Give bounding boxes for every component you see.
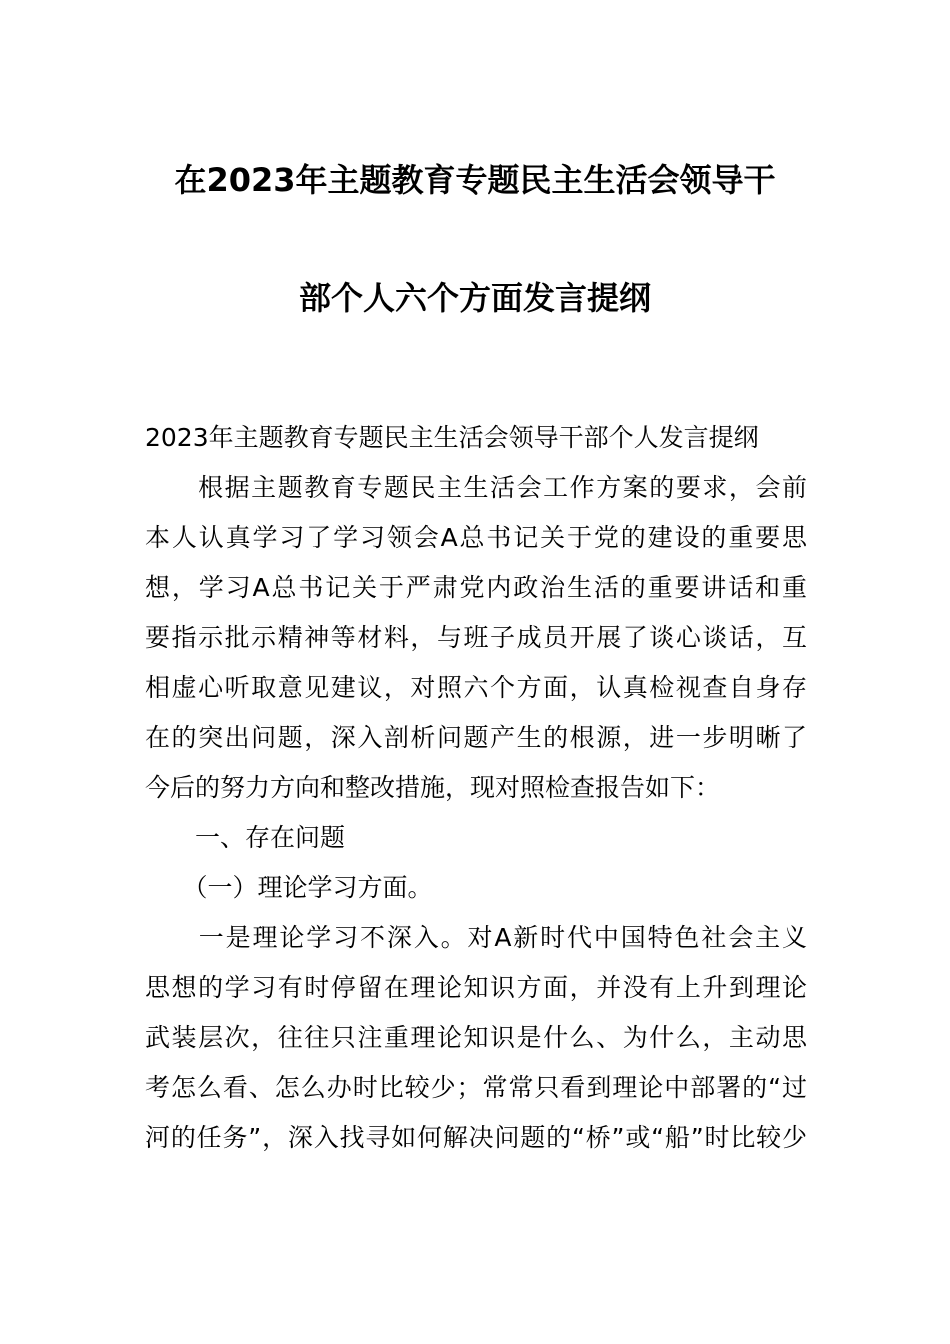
body-line: 本人认真学习了学习领会A总书记关于党的建设的重要思 [145,523,807,552]
subsection-heading: （一）理论学习方面。 [145,873,433,902]
subtitle-line: 2023年主题教育专题民主生活会领导干部个人发言提纲 [145,423,759,452]
body-line: 要指示批示精神等材料，与班子成员开展了谈心谈话，互 [145,623,807,652]
body-line: 今后的努力方向和整改措施，现对照检查报告如下： [145,773,721,802]
body-line: 根据主题教育专题民主生活会工作方案的要求，会前 [145,473,807,502]
body-line: 一是理论学习不深入。对A新时代中国特色社会主义 [145,923,807,952]
body-line: 相虚心听取意见建议，对照六个方面，认真检视查自身存 [145,673,807,702]
document-title-line-1: 在2023年主题教育专题民主生活会领导干 [174,161,776,199]
section-heading: 一、存在问题 [145,823,346,852]
document-title-line-2: 部个人六个方面发言提纲 [298,279,651,317]
body-line: 考怎么看、怎么办时比较少；常常只看到理论中部署的“过 [145,1073,807,1102]
body-line: 在的突出问题，深入剖析问题产生的根源，进一步明晰了 [145,723,807,752]
body-line: 思想的学习有时停留在理论知识方面，并没有上升到理论 [145,973,807,1002]
body-line: 河的任务”，深入找寻如何解决问题的“桥”或“船”时比较少 [145,1123,807,1152]
body-line: 想，学习A总书记关于严肃党内政治生活的重要讲话和重 [145,573,807,602]
body-line: 武装层次，往往只注重理论知识是什么、为什么，主动思 [145,1023,807,1052]
